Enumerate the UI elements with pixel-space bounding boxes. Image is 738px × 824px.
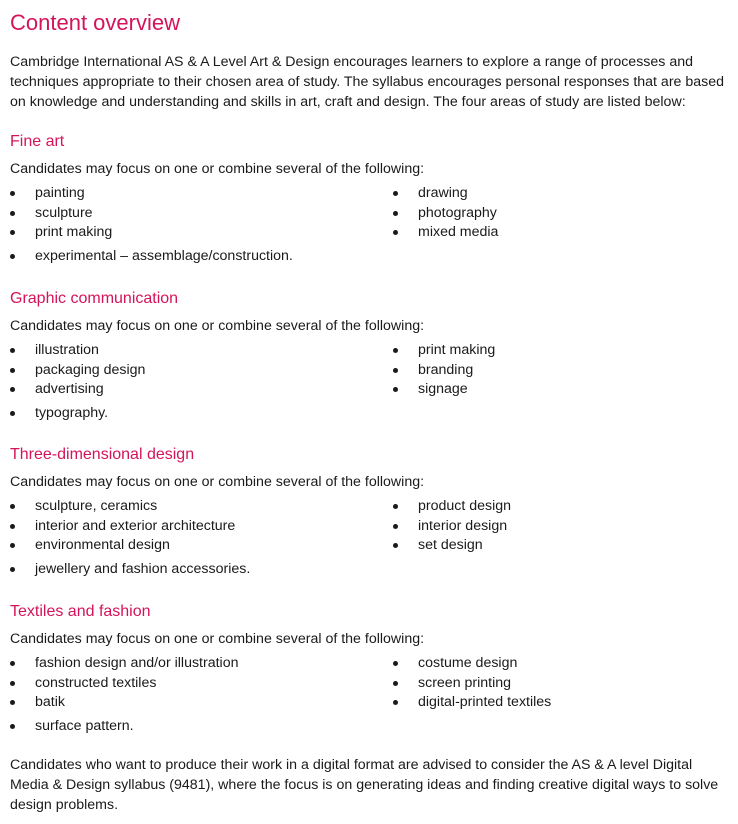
list-item-text: constructed textiles xyxy=(35,675,157,691)
bullet-icon xyxy=(10,724,15,729)
bullet-icon xyxy=(393,700,398,705)
list-item-text: advertising xyxy=(35,381,104,397)
bullet-icon xyxy=(393,230,398,235)
bullet-icon xyxy=(10,254,15,259)
section-lead: Candidates may focus on one or combine several of the following: xyxy=(10,631,425,647)
list-item-text: photography xyxy=(418,205,497,221)
section-heading: Graphic communication xyxy=(10,290,179,307)
list-item-text: branding xyxy=(418,362,474,378)
bullet-icon xyxy=(10,700,15,705)
list-item-text: mixed media xyxy=(418,224,499,240)
section-heading: Three-dimensional design xyxy=(10,446,195,463)
list-item-text: sculpture xyxy=(35,205,93,221)
bullet-icon xyxy=(393,368,398,373)
bullet-icon xyxy=(10,368,15,373)
list-item-text: print making xyxy=(418,342,496,358)
bullet-icon xyxy=(10,230,15,235)
bullet-icon xyxy=(393,524,398,529)
list-item-text: costume design xyxy=(418,655,518,671)
intro-paragraph: Cambridge International AS & A Level Art & Design encourages learners to explore a range of processes and techniques appropriate to their chosen area of study. The syllabus encourages personal responses that are based on knowledge and understanding and skills in art, craft and design. The four areas of study are listed below: xyxy=(10,54,725,110)
list-item-text: drawing xyxy=(418,185,468,201)
section-lead: Candidates may focus on one or combine several of the following: xyxy=(10,474,425,490)
list-item-text: product design xyxy=(418,498,512,514)
list-item-text: jewellery and fashion accessories. xyxy=(35,561,251,577)
bullet-icon xyxy=(10,191,15,196)
bullet-icon xyxy=(10,411,15,416)
bullet-icon xyxy=(393,543,398,548)
list-item-text: environmental design xyxy=(35,537,170,553)
list-item-text: typography. xyxy=(35,405,109,421)
list-item-text: digital-printed textiles xyxy=(418,694,552,710)
bullet-icon xyxy=(10,543,15,548)
closing-paragraph: Candidates who want to produce their work in a digital format are advised to consider the AS & A level Digital Media & Design syllabus (9481), where the focus is on generating ideas and finding creative digital ways to solve design problems. xyxy=(10,757,719,813)
list-item-text: sculpture, ceramics xyxy=(35,498,158,514)
bullet-icon xyxy=(10,524,15,529)
section-lead: Candidates may focus on one or combine several of the following: xyxy=(10,318,425,334)
section-fine-art xyxy=(10,131,732,264)
list-item-text: illustration xyxy=(35,342,99,358)
list-item-text: experimental – assemblage/construction. xyxy=(35,248,293,264)
list-item-text: surface pattern. xyxy=(35,718,134,734)
list-item-text: print making xyxy=(35,224,113,240)
list-item-text: fashion design and/or illustration xyxy=(35,655,239,671)
list-item-text: signage xyxy=(418,381,468,397)
bullet-icon xyxy=(10,661,15,666)
list-item-text: set design xyxy=(418,537,483,553)
section-three-dimensional-design xyxy=(10,444,732,577)
bullet-icon xyxy=(393,661,398,666)
bullet-icon xyxy=(393,504,398,509)
bullet-icon xyxy=(393,211,398,216)
bullet-icon xyxy=(393,191,398,196)
section-graphic-communication xyxy=(10,288,732,421)
bullet-icon xyxy=(10,387,15,392)
list-item-text: painting xyxy=(35,185,85,201)
list-item-text: packaging design xyxy=(35,362,146,378)
list-item-text: screen printing xyxy=(418,675,512,691)
bullet-icon xyxy=(393,387,398,392)
section-heading: Fine art xyxy=(10,133,65,150)
bullet-icon xyxy=(10,504,15,509)
section-lead: Candidates may focus on one or combine several of the following: xyxy=(10,161,425,177)
list-item-text: interior design xyxy=(418,518,508,534)
bullet-icon xyxy=(10,211,15,216)
page-title: Content overview xyxy=(10,10,180,35)
bullet-icon xyxy=(10,348,15,353)
bullet-icon xyxy=(393,681,398,686)
bullet-icon xyxy=(10,567,15,572)
list-item-text: batik xyxy=(35,694,65,710)
section-heading: Textiles and fashion xyxy=(10,603,151,620)
section-textiles-and-fashion xyxy=(10,601,732,734)
list-item-text: interior and exterior architecture xyxy=(35,518,236,534)
bullet-icon xyxy=(10,681,15,686)
bullet-icon xyxy=(393,348,398,353)
